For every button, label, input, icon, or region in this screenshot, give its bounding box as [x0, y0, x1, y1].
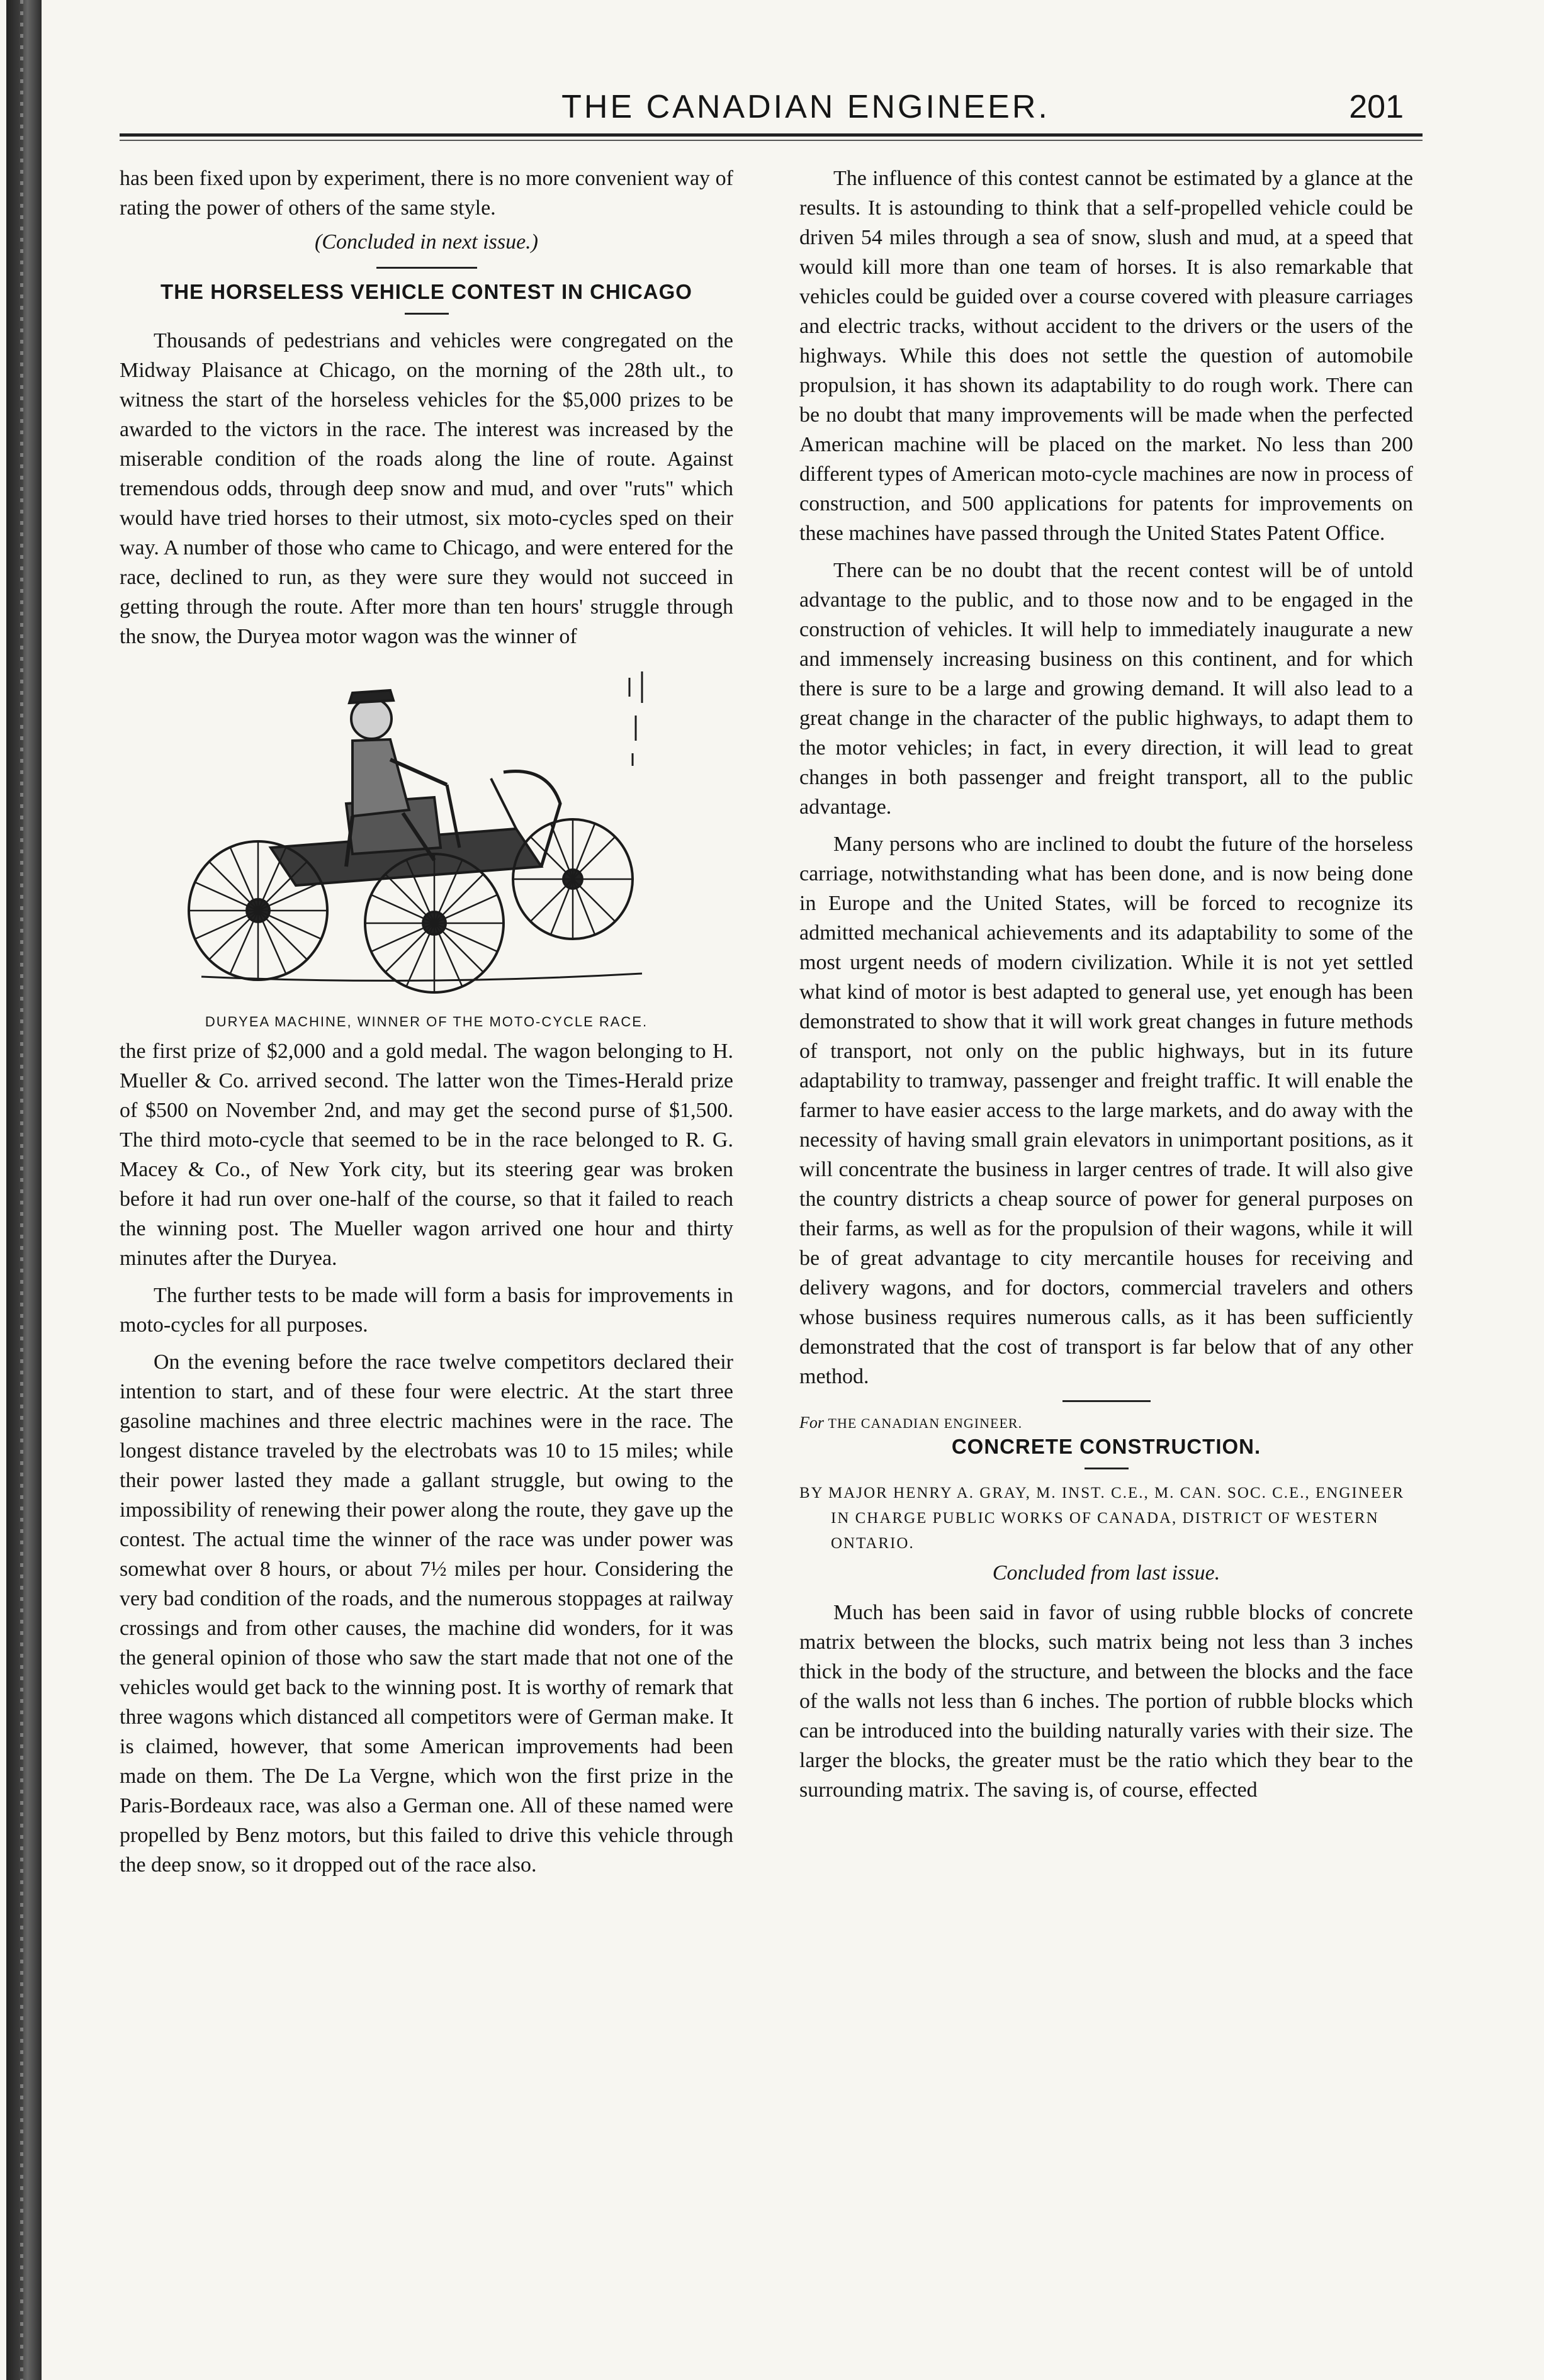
- front-left-wheel: [189, 841, 327, 980]
- article-paragraph-4: On the evening before the race twelve competitors declared their intention to start, and of these four were electric. At the start three gasoline machines and three electric machines were in the race. The longest distance traveled by the electrobats was 10 to 15 miles; while their power lasted they made a gallant struggle, but owing to the impossibility of renewing their power along the route, they gave up the contest. The actual time the winner of the race was under power was somewhat over 8 hours, or about 7½ miles per hour. Considering the very bad condition of the roads, and the numerous stoppages at railway crossings and from other causes, the machine did wonders, for it was the general opinion of those who saw the start made that not one of the vehicles would get back to the winning post. It is worthy of remark that three wagons which distanced all competitors were of German make. It is claimed, however, that some American improvements had been made on them. The De La Vergne, which won the first prize in the Paris-Bordeaux race, was also a German one. All of these named were propelled by Benz motors, but this failed to drive this vehicle through the deep snow, so it dropped out of the race also.: [120, 1350, 733, 1877]
- byline-journal: THE CANADIAN ENGINEER.: [828, 1415, 1023, 1431]
- article2-paragraph-1: Much has been said in favor of using rubble blocks of concrete matrix between the blocks, such matrix being not less than 3 inches thick in the body of the structure, and between the blocks and the face of the walls not less than 6 inches. The portion of rubble blocks which can be introduced into the building naturally varies with their size. The larger the blocks, the greater must be the ratio which they bear to the surrounding matrix. The saving is, of course, effected: [799, 1601, 1413, 1802]
- rear-right-wheel: [513, 819, 633, 939]
- article-paragraph-5: The influence of this contest cannot be estimated by a glance at the results. It is astounding to think that a self-propelled vehicle could be driven 54 miles through a sea of snow, slush and mud, at a speed that would kill more than one team of horses. It is also remarkable that vehicles could be guided over a course covered with pleasure carriages and electric tracks, without accident to the drivers or the users of the highways. While this does not settle the question of automobile propulsion, it has shown its adaptability to do rough work. There can be no doubt that many improvements will be made when the perfected American machine will be placed on the market. No less than 200 different types of American moto-cycle machines are now in process of construction, and 500 applications for patents for improvements on these machines have passed through the United States Patent Office.: [799, 167, 1413, 545]
- byline-label: [799, 1413, 1413, 1432]
- article-paragraph-3: The further tests to be made will form a basis for improvements in moto-cycles for all purposes.: [120, 1284, 733, 1337]
- page-number: 201: [1349, 89, 1404, 125]
- duryea-figure: [120, 659, 733, 1011]
- author-line: BY MAJOR HENRY A. GRAY, M. INST. C.E., M. CAN. SOC. C.E., ENGINEER IN CHARGE PUBLIC WORKS OF CANADA, DISTRICT OF WESTERN ONTARIO.: [799, 1485, 1405, 1552]
- running-head: [120, 88, 1423, 132]
- journal-title: THE CANADIAN ENGINEER.: [561, 89, 1050, 125]
- header-rule: [120, 133, 1423, 137]
- concluded-note: Concluded from last issue.: [992, 1561, 1220, 1585]
- right-column: [799, 164, 1413, 1812]
- article2-title: CONCRETE CONSTRUCTION.: [951, 1435, 1261, 1458]
- article2-title-rule: [1085, 1468, 1129, 1469]
- left-column: [120, 164, 733, 1887]
- article-paragraph-2: the first prize of $2,000 and a gold medal. The wagon belonging to H. Mueller & Co. arrived second. The latter won the Times-Herald prize of $500 on November 2nd, and may get the second purse of $1,500. The third moto-cycle that seemed to be in the race belonged to R. G. Macey & Co., of New York city, but its steering gear was broken before it had run over one-half of the course, so that it failed to reach the winning post. The Mueller wagon arrived one hour and thirty minutes after the Duryea.: [120, 1040, 733, 1270]
- rear-left-wheel: [365, 854, 504, 992]
- header-rule-thin: [120, 140, 1423, 141]
- lead-paragraph: has been fixed upon by experiment, there is no more convenient way of rating the power of others of the same style.: [120, 167, 733, 220]
- article-title: THE HORSELESS VEHICLE CONTEST IN CHICAGO: [161, 280, 692, 303]
- byline-prefix: For: [799, 1413, 824, 1432]
- duryea-wagon-illustration: [164, 659, 680, 999]
- article-paragraph-1: Thousands of pedestrians and vehicles were congregated on the Midway Plaisance at Chicago, on the morning of the 28th ult., to witness the start of the horseless vehicles for the $5,000 prizes to be awarded to the victors in the race. The interest was increased by the miserable condition of the roads along the line of route. Against tremendous odds, through deep snow and mud, and over "ruts" which would have tried horses to their utmost, six moto-cycles sped on their way. A number of those who came to Chicago, and were entered for the race, declined to run, as they were sure they would not succeed in getting through the route. After more than ten hours' struggle through the snow, the Duryea motor wagon was the winner of: [120, 329, 733, 648]
- figure-caption: DURYEA MACHINE, WINNER OF THE MOTO-CYCLE RACE.: [205, 1014, 648, 1030]
- article-end-rule: [1062, 1400, 1151, 1402]
- section-rule: [376, 267, 477, 269]
- article-paragraph-6: There can be no doubt that the recent contest will be of untold advantage to the public, and to those now and to be engaged in the construction of vehicles. It will help to immediately inaugurate a new and immensely increasing business on this continent, and for which there is sure to be a large and growing demand. It will also lead to a great change in the character of the public highways, to adapt them to the motor vehicles; in fact, in every direction, it will lead to great changes in both passenger and freight transport, all to the public advantage.: [799, 559, 1413, 819]
- title-rule: [405, 313, 449, 315]
- scanned-page-edge: [6, 0, 42, 2380]
- journal-page: [120, 76, 1423, 2341]
- article-paragraph-7: Many persons who are inclined to doubt the future of the horseless carriage, notwithstanding what has been done, and is now being done in Europe and the United States, will be forced to recognize its admitted mechanical achievements and its adaptability to some of the most urgent needs of modern civilization. While it is not yet settled what kind of motor is best adapted to general use, yet enough has been demonstrated to show that it will work great changes in future methods of transport, not only on the public highways, but in its future adaptability to tramway, passenger and freight traffic. It will enable the farmer to have easier access to the large markets, and do away with the necessity of having small grain elevators in unimportant positions, as it will concentrate the business in larger centres of trade. It will also give the country districts a cheap source of power for general purposes on their farms, as well as for the propulsion of their wagons, while it will be of great advantage to city mercantile houses for receiving and delivery wagons, and for doctors, commercial travelers and others whose business requires numerous calls, as it has been sufficiently demonstrated that the cost of transport is far below that of any other method.: [799, 833, 1413, 1388]
- continued-note: (Concluded in next issue.): [314, 230, 539, 254]
